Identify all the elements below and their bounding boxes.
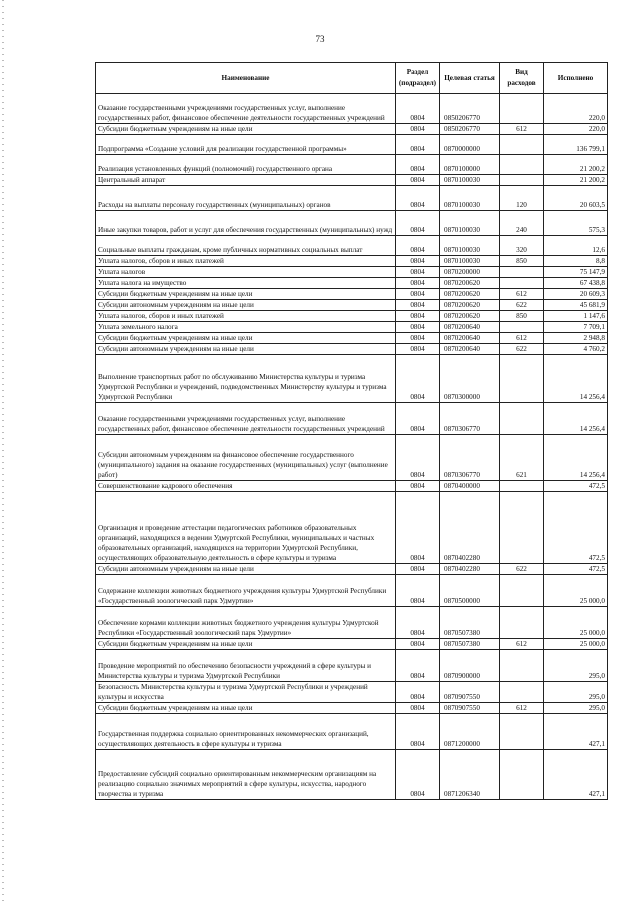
cell-article: 0870100000 [440,155,500,175]
expenditure-table [95,62,608,800]
cell-article: 0870907550 [440,682,500,703]
cell-name: Центральный аппарат [96,175,396,186]
cell-section: 0804 [396,211,440,236]
header-type: Вид расходов [500,63,544,94]
cell-article: 0870200640 [440,333,500,344]
page-number: 73 [315,34,325,44]
table-row [96,355,608,403]
cell-amount: 575,3 [544,211,608,236]
cell-section: 0804 [396,300,440,311]
cell-type: 612 [500,639,544,650]
cell-name: Оказание государственными учреждениями государственных услуг, выполнение государственных работ, финансовое обеспечение деятельности государственных учреждений [96,403,396,435]
table-row [96,124,608,135]
cell-name: Субсидии бюджетным учреждениям на иные цели [96,703,396,714]
cell-amount: 75 147,9 [544,267,608,278]
header-section: Раздел (подраздел) [396,63,440,94]
cell-name: Предоставление субсидий социально ориентированным некоммерческим организациям на реализацию социально значимых мероприятий в сфере культуры, искусства, народного творчества и туризма [96,750,396,800]
cell-article: 0850206770 [440,124,500,135]
cell-section: 0804 [396,607,440,639]
cell-name: Уплата земельного налога [96,322,396,333]
cell-amount: 7 709,1 [544,322,608,333]
table-row [96,311,608,322]
cell-article: 0870306770 [440,403,500,435]
cell-article: 0870100030 [440,236,500,256]
table-row [96,289,608,300]
cell-name: Субсидии бюджетным учреждениям на иные цели [96,124,396,135]
cell-section: 0804 [396,650,440,682]
cell-section: 0804 [396,289,440,300]
cell-section: 0804 [396,355,440,403]
cell-article: 0870200620 [440,289,500,300]
cell-article: 0870507380 [440,607,500,639]
cell-name: Оказание государственными учреждениями государственных услуг, выполнение государственных работ, финансовое обеспечение деятельности государственных учреждений [96,94,396,124]
cell-name: Организация и проведение аттестации педагогических работников образовательных организаций, находящихся в ведении Удмуртской Республики, муниципальных и частных образовательных организаций, находящихся на территории Удмуртской Республики, осуществляющих образовательную деятельность в сфере культуры и туризма [96,492,396,564]
cell-name: Уплата налога на имущество [96,278,396,289]
cell-article: 0870200640 [440,344,500,355]
cell-type [500,355,544,403]
table-row [96,300,608,311]
table-row [96,135,608,155]
cell-type: 850 [500,256,544,267]
cell-section: 0804 [396,703,440,714]
cell-article: 0870200620 [440,311,500,322]
cell-name: Уплата налогов [96,267,396,278]
table-row [96,564,608,575]
cell-section: 0804 [396,124,440,135]
cell-name: Подпрограмма «Создание условий для реализации государственной программы» [96,135,396,155]
cell-section: 0804 [396,682,440,703]
cell-section: 0804 [396,322,440,333]
cell-name: Безопасность Министерства культуры и туризма Удмуртской Республики и учреждений культуры и искусства [96,682,396,703]
cell-article: 0870200640 [440,322,500,333]
cell-amount: 427,1 [544,714,608,750]
cell-type: 612 [500,124,544,135]
cell-section: 0804 [396,135,440,155]
cell-type: 612 [500,703,544,714]
cell-name: Уплата налогов, сборов и иных платежей [96,256,396,267]
table-row [96,175,608,186]
cell-section: 0804 [396,639,440,650]
cell-amount: 4 760,2 [544,344,608,355]
cell-section: 0804 [396,267,440,278]
cell-amount: 220,0 [544,124,608,135]
table-row [96,607,608,639]
cell-section: 0804 [396,564,440,575]
cell-section: 0804 [396,333,440,344]
cell-name: Государственная поддержка социально ориентированных некоммерческих организаций, осуществляющих деятельность в сфере культуры и туризма [96,714,396,750]
cell-article: 0870507380 [440,639,500,650]
cell-amount: 20 609,3 [544,289,608,300]
cell-amount: 21 200,2 [544,175,608,186]
cell-amount: 67 438,8 [544,278,608,289]
cell-section: 0804 [396,750,440,800]
cell-amount: 427,1 [544,750,608,800]
cell-article: 0870100030 [440,186,500,211]
table-row [96,435,608,481]
cell-article: 0870100030 [440,175,500,186]
cell-amount: 21 200,2 [544,155,608,175]
cell-article: 0871200000 [440,714,500,750]
cell-amount: 14 256,4 [544,355,608,403]
cell-amount: 25 000,0 [544,639,608,650]
cell-name: Уплата налогов, сборов и иных платежей [96,311,396,322]
cell-article: 0870300000 [440,355,500,403]
cell-article: 0850206770 [440,94,500,124]
table-row [96,278,608,289]
cell-section: 0804 [396,575,440,607]
cell-section: 0804 [396,403,440,435]
cell-type [500,135,544,155]
cell-amount: 45 681,9 [544,300,608,311]
cell-amount: 14 256,4 [544,403,608,435]
cell-section: 0804 [396,311,440,322]
cell-amount: 472,5 [544,492,608,564]
table-row [96,703,608,714]
cell-amount: 472,5 [544,481,608,492]
table-row [96,322,608,333]
cell-section: 0804 [396,344,440,355]
cell-name: Субсидии автономным учреждениям на иные цели [96,300,396,311]
table-row [96,682,608,703]
cell-type [500,650,544,682]
header-amount: Исполнено [544,63,608,94]
cell-type [500,94,544,124]
cell-article: 0870200620 [440,300,500,311]
cell-amount: 295,0 [544,703,608,714]
table-row [96,236,608,256]
cell-type [500,607,544,639]
cell-article: 0870200000 [440,267,500,278]
cell-amount: 136 799,1 [544,135,608,155]
cell-article: 0870100030 [440,256,500,267]
cell-type: 612 [500,333,544,344]
table-row [96,403,608,435]
cell-section: 0804 [396,714,440,750]
cell-type [500,682,544,703]
cell-amount: 14 256,4 [544,435,608,481]
cell-type: 621 [500,435,544,481]
cell-type: 622 [500,344,544,355]
table-row [96,267,608,278]
header-article: Целевая статья [440,63,500,94]
cell-type [500,403,544,435]
cell-amount: 220,0 [544,94,608,124]
cell-type [500,750,544,800]
cell-amount: 25 000,0 [544,575,608,607]
table-row [96,186,608,211]
cell-name: Социальные выплаты гражданам, кроме публичных нормативных социальных выплат [96,236,396,256]
cell-name: Субсидии автономным учреждениям на иные цели [96,344,396,355]
cell-section: 0804 [396,186,440,211]
cell-name: Субсидии автономным учреждениям на иные цели [96,564,396,575]
cell-amount: 25 000,0 [544,607,608,639]
cell-type: 622 [500,300,544,311]
cell-name: Совершенствование кадрового обеспечения [96,481,396,492]
cell-article: 0870907550 [440,703,500,714]
cell-type [500,267,544,278]
cell-type [500,155,544,175]
cell-type: 120 [500,186,544,211]
cell-section: 0804 [396,236,440,256]
cell-type: 622 [500,564,544,575]
cell-type [500,175,544,186]
table-row [96,211,608,236]
cell-section: 0804 [396,155,440,175]
cell-name: Проведение мероприятий по обеспечению безопасности учреждений в сфере культуры и Министерства культуры и туризма Удмуртской Республики [96,650,396,682]
cell-type [500,575,544,607]
header-name: Наименование [96,63,396,94]
cell-name: Расходы на выплаты персоналу государственных (муниципальных) органов [96,186,396,211]
cell-amount: 8,8 [544,256,608,267]
table-row [96,750,608,800]
cell-type: 850 [500,311,544,322]
table-row [96,344,608,355]
cell-name: Обеспечение кормами коллекции животных бюджетного учреждения культуры Удмуртской Республики «Государственный зоологический парк Удмуртии» [96,607,396,639]
table-row [96,94,608,124]
cell-section: 0804 [396,256,440,267]
cell-type: 320 [500,236,544,256]
cell-type [500,714,544,750]
cell-section: 0804 [396,435,440,481]
cell-type: 612 [500,289,544,300]
cell-name: Иные закупки товаров, работ и услуг для обеспечения государственных (муниципальных) нужд [96,211,396,236]
cell-amount: 472,5 [544,564,608,575]
page-edge-dots [2,0,4,905]
cell-article: 0870400000 [440,481,500,492]
cell-type [500,492,544,564]
table-row [96,155,608,175]
cell-section: 0804 [396,94,440,124]
cell-amount: 2 948,8 [544,333,608,344]
cell-name: Выполнение транспортных работ по обслуживанию Министерства культуры и туризма Удмуртской Республики и учреждений, подведомственных Министерству культуры и туризма Удмуртской Республики [96,355,396,403]
cell-name: Реализация установленных функций (полномочий) государственного органа [96,155,396,175]
table-row [96,575,608,607]
cell-section: 0804 [396,492,440,564]
cell-section: 0804 [396,278,440,289]
table-row [96,650,608,682]
cell-name: Содержание коллекции животных бюджетного учреждения культуры Удмуртской Республики «Государственный зоологический парк Удмуртии» [96,575,396,607]
table-body [96,94,608,800]
cell-amount: 295,0 [544,682,608,703]
cell-name: Субсидии бюджетным учреждениям на иные цели [96,333,396,344]
cell-article: 0870402280 [440,492,500,564]
cell-article: 0870500000 [440,575,500,607]
cell-type [500,322,544,333]
cell-name: Субсидии автономным учреждениям на финансовое обеспечение государственного (муниципального) задания на оказание государственных (муниципальных) услуг (выполнение работ) [96,435,396,481]
cell-type [500,481,544,492]
table-row [96,714,608,750]
cell-article: 0870100030 [440,211,500,236]
table-row [96,639,608,650]
table-header-row [96,63,608,94]
cell-article: 0870402280 [440,564,500,575]
table-row [96,256,608,267]
cell-article: 0870900000 [440,650,500,682]
table-row [96,333,608,344]
table-row [96,481,608,492]
cell-article: 0870200620 [440,278,500,289]
cell-type [500,278,544,289]
cell-section: 0804 [396,175,440,186]
cell-section: 0804 [396,481,440,492]
table-row [96,492,608,564]
cell-type: 240 [500,211,544,236]
cell-amount: 20 603,5 [544,186,608,211]
cell-amount: 295,0 [544,650,608,682]
cell-amount: 12,6 [544,236,608,256]
cell-article: 0871206340 [440,750,500,800]
cell-name: Субсидии бюджетным учреждениям на иные цели [96,289,396,300]
cell-name: Субсидии бюджетным учреждениям на иные цели [96,639,396,650]
cell-article: 0870000000 [440,135,500,155]
cell-amount: 1 147,6 [544,311,608,322]
cell-article: 0870306770 [440,435,500,481]
